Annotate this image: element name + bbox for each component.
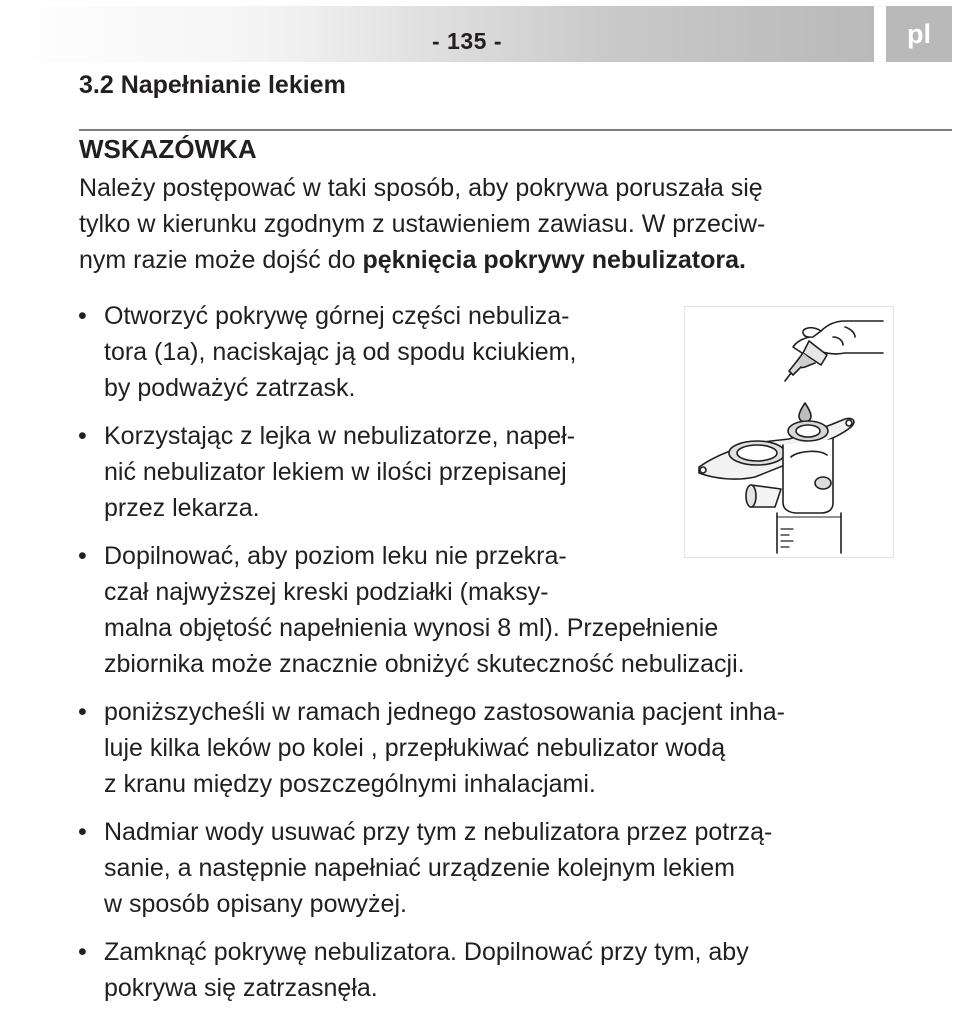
hint-divider xyxy=(79,129,952,131)
hint-title: WSKAZÓWKA xyxy=(79,134,257,164)
instruction-line: z kranu między poszczególnymi inhalacjami. xyxy=(104,770,596,798)
instruction-line: w sposób opisany powyżej. xyxy=(104,890,407,918)
instruction-line: Otworzyć pokrywę górnej części nebuliza- xyxy=(104,302,570,330)
instruction-line: malna objętość napełnienia wynosi 8 ml). Przepełnienie xyxy=(104,614,719,642)
hint-line-last xyxy=(79,242,899,278)
instruction-line: luje kilka leków po kolei , przepłukiwać nebulizator wodą xyxy=(104,734,726,762)
instruction-line: przez lekarza. xyxy=(104,494,260,522)
bullet-dot: • xyxy=(78,302,87,330)
bullet-dot: • xyxy=(78,938,87,966)
hint-body xyxy=(79,170,899,278)
bullet-dot: • xyxy=(78,422,87,450)
section-title: 3.2 Napełnianie lekiem xyxy=(79,71,346,99)
hint-line: Należy postępować w taki sposób, aby pokrywa poruszała się xyxy=(79,174,763,202)
instruction-line: nić nebulizator lekiem w ilości przepisanej xyxy=(104,458,567,486)
bullet-dot: • xyxy=(78,542,87,570)
instruction-line: by podważyć zatrzask. xyxy=(104,374,356,402)
instruction-item xyxy=(78,814,918,922)
instruction-line: poniższycheśli w ramach jednego zastosowania pacjent inha- xyxy=(104,698,785,726)
page-number: - 135 - xyxy=(432,28,502,54)
bullet-dot: • xyxy=(78,818,87,846)
instruction-item xyxy=(78,538,918,682)
nebulizer-illustration-icon xyxy=(685,307,893,557)
instruction-line: tora (1a), naciskając ją od spodu kciukiem, xyxy=(104,338,577,366)
bullet-dot: • xyxy=(78,698,87,726)
nebulizer-filling-illustration xyxy=(684,306,894,558)
instruction-item xyxy=(78,934,918,1006)
instruction-line: Dopilnować, aby poziom leku nie przekra- xyxy=(104,542,567,570)
instruction-line: Korzystając z lejka w nebulizatorze, napeł- xyxy=(104,422,576,450)
instruction-line: Zamknąć pokrywę nebulizatora. Dopilnować przy tym, aby xyxy=(104,938,749,966)
language-tab: pl xyxy=(886,6,952,62)
hint-line: tylko w kierunku zgodnym z ustawieniem zawiasu. W przeciw- xyxy=(79,210,766,238)
hint-warning-emphasis: pęknięcia pokrywy nebulizatora. xyxy=(362,246,746,274)
hint-line-prefix: nym razie może dojść do xyxy=(79,246,363,274)
instruction-line: pokrywa się zatrzasnęła. xyxy=(104,974,378,1002)
instruction-line: Nadmiar wody usuwać przy tym z nebulizatora przez potrzą- xyxy=(104,818,773,846)
instruction-line: czał najwyższej kreski podziałki (maksy- xyxy=(104,578,549,606)
instruction-line: zbiornika może znacznie obniżyć skuteczność nebulizacji. xyxy=(104,650,745,678)
instruction-item xyxy=(78,694,918,802)
instruction-line: sanie, a następnie napełniać urządzenie kolejnym lekiem xyxy=(104,854,735,882)
